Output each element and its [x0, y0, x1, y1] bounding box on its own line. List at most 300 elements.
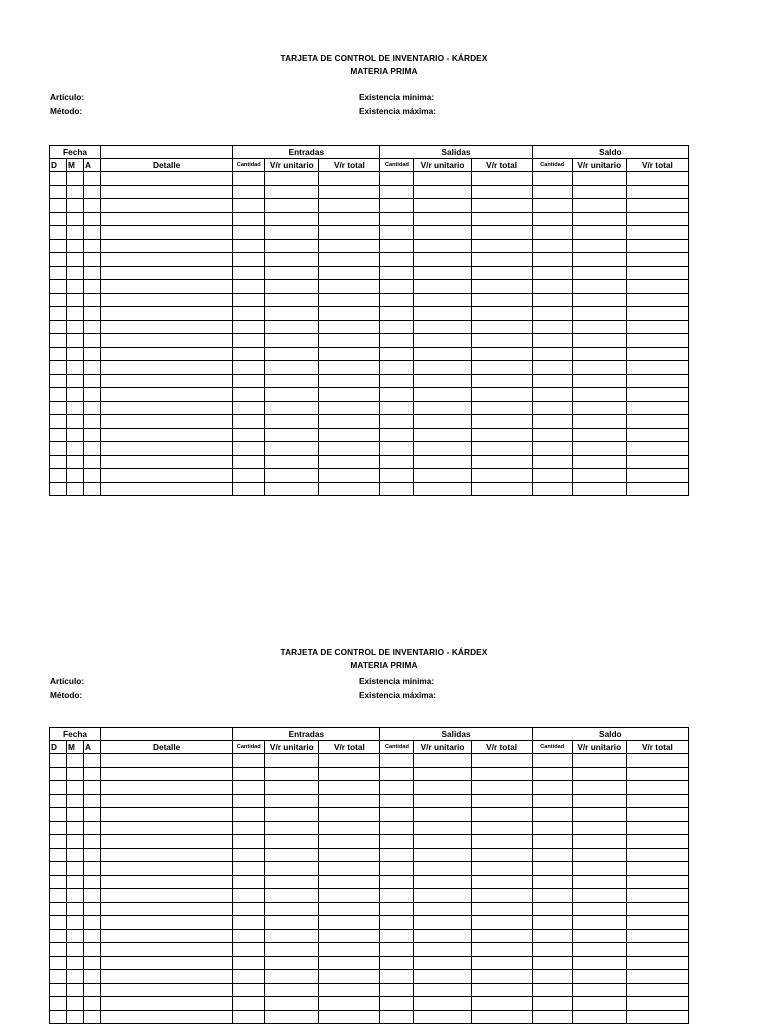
- table-cell[interactable]: [532, 415, 572, 429]
- table-cell[interactable]: [414, 929, 471, 943]
- table-cell[interactable]: [414, 199, 471, 213]
- table-cell[interactable]: [67, 334, 84, 348]
- table-cell[interactable]: [233, 388, 265, 402]
- table-cell[interactable]: [50, 848, 67, 862]
- table-cell[interactable]: [626, 889, 688, 903]
- table-cell[interactable]: [380, 943, 414, 957]
- table-cell[interactable]: [233, 199, 265, 213]
- table-cell[interactable]: [265, 320, 319, 334]
- table-cell[interactable]: [532, 374, 572, 388]
- table-cell[interactable]: [319, 280, 380, 294]
- table-cell[interactable]: [414, 172, 471, 186]
- table-cell[interactable]: [265, 970, 319, 984]
- table-cell[interactable]: [67, 767, 84, 781]
- table-cell[interactable]: [532, 401, 572, 415]
- table-cell[interactable]: [50, 808, 67, 822]
- table-cell[interactable]: [233, 307, 265, 321]
- table-cell[interactable]: [414, 334, 471, 348]
- table-cell[interactable]: [84, 388, 101, 402]
- table-cell[interactable]: [67, 997, 84, 1011]
- table-cell[interactable]: [319, 983, 380, 997]
- table-cell[interactable]: [626, 983, 688, 997]
- table-cell[interactable]: [265, 212, 319, 226]
- table-cell[interactable]: [67, 415, 84, 429]
- table-cell[interactable]: [84, 280, 101, 294]
- table-cell[interactable]: [380, 469, 414, 483]
- table-cell[interactable]: [50, 821, 67, 835]
- table-cell[interactable]: [414, 347, 471, 361]
- table-cell[interactable]: [265, 347, 319, 361]
- table-cell[interactable]: [265, 794, 319, 808]
- table-cell[interactable]: [101, 808, 233, 822]
- table-cell[interactable]: [380, 239, 414, 253]
- table-cell[interactable]: [532, 848, 572, 862]
- table-cell[interactable]: [84, 943, 101, 957]
- table-cell[interactable]: [414, 293, 471, 307]
- table-cell[interactable]: [50, 320, 67, 334]
- table-cell[interactable]: [265, 266, 319, 280]
- table-cell[interactable]: [67, 361, 84, 375]
- table-cell[interactable]: [532, 172, 572, 186]
- table-cell[interactable]: [50, 172, 67, 186]
- table-cell[interactable]: [84, 916, 101, 930]
- table-cell[interactable]: [67, 266, 84, 280]
- table-cell[interactable]: [50, 929, 67, 943]
- table-cell[interactable]: [84, 889, 101, 903]
- table-cell[interactable]: [626, 401, 688, 415]
- table-cell[interactable]: [50, 293, 67, 307]
- table-cell[interactable]: [572, 889, 626, 903]
- table-cell[interactable]: [532, 361, 572, 375]
- table-cell[interactable]: [265, 226, 319, 240]
- table-cell[interactable]: [532, 442, 572, 456]
- table-cell[interactable]: [67, 929, 84, 943]
- table-cell[interactable]: [626, 280, 688, 294]
- table-cell[interactable]: [84, 821, 101, 835]
- table-cell[interactable]: [471, 754, 532, 768]
- table-cell[interactable]: [626, 320, 688, 334]
- table-cell[interactable]: [67, 916, 84, 930]
- table-cell[interactable]: [319, 172, 380, 186]
- table-cell[interactable]: [572, 862, 626, 876]
- table-cell[interactable]: [414, 956, 471, 970]
- table-cell[interactable]: [626, 943, 688, 957]
- table-cell[interactable]: [471, 482, 532, 496]
- table-cell[interactable]: [626, 185, 688, 199]
- table-cell[interactable]: [319, 347, 380, 361]
- table-cell[interactable]: [233, 347, 265, 361]
- table-cell[interactable]: [84, 320, 101, 334]
- table-cell[interactable]: [233, 212, 265, 226]
- table-cell[interactable]: [101, 469, 233, 483]
- table-cell[interactable]: [319, 997, 380, 1011]
- table-cell[interactable]: [233, 835, 265, 849]
- table-cell[interactable]: [471, 916, 532, 930]
- table-cell[interactable]: [265, 808, 319, 822]
- table-cell[interactable]: [101, 781, 233, 795]
- table-cell[interactable]: [532, 754, 572, 768]
- table-cell[interactable]: [414, 482, 471, 496]
- table-cell[interactable]: [233, 293, 265, 307]
- table-cell[interactable]: [319, 808, 380, 822]
- table-cell[interactable]: [414, 307, 471, 321]
- table-cell[interactable]: [233, 455, 265, 469]
- table-cell[interactable]: [471, 970, 532, 984]
- table-cell[interactable]: [414, 794, 471, 808]
- table-cell[interactable]: [265, 199, 319, 213]
- table-cell[interactable]: [233, 754, 265, 768]
- table-cell[interactable]: [67, 983, 84, 997]
- table-cell[interactable]: [414, 401, 471, 415]
- table-cell[interactable]: [572, 253, 626, 267]
- table-cell[interactable]: [414, 848, 471, 862]
- table-cell[interactable]: [414, 997, 471, 1011]
- table-cell[interactable]: [50, 185, 67, 199]
- table-cell[interactable]: [532, 929, 572, 943]
- table-cell[interactable]: [414, 916, 471, 930]
- table-cell[interactable]: [233, 253, 265, 267]
- table-cell[interactable]: [532, 902, 572, 916]
- table-cell[interactable]: [319, 253, 380, 267]
- table-cell[interactable]: [414, 374, 471, 388]
- table-cell[interactable]: [380, 415, 414, 429]
- table-cell[interactable]: [626, 970, 688, 984]
- table-cell[interactable]: [265, 889, 319, 903]
- table-cell[interactable]: [532, 862, 572, 876]
- table-cell[interactable]: [471, 361, 532, 375]
- table-cell[interactable]: [50, 970, 67, 984]
- table-cell[interactable]: [380, 455, 414, 469]
- table-cell[interactable]: [626, 253, 688, 267]
- table-cell[interactable]: [101, 835, 233, 849]
- table-cell[interactable]: [233, 482, 265, 496]
- table-cell[interactable]: [471, 442, 532, 456]
- table-cell[interactable]: [101, 956, 233, 970]
- table-cell[interactable]: [84, 862, 101, 876]
- table-cell[interactable]: [265, 185, 319, 199]
- table-cell[interactable]: [626, 875, 688, 889]
- table-cell[interactable]: [471, 469, 532, 483]
- table-cell[interactable]: [471, 889, 532, 903]
- table-cell[interactable]: [532, 280, 572, 294]
- table-cell[interactable]: [233, 970, 265, 984]
- table-cell[interactable]: [50, 415, 67, 429]
- table-cell[interactable]: [67, 862, 84, 876]
- table-cell[interactable]: [414, 1010, 471, 1024]
- table-cell[interactable]: [101, 428, 233, 442]
- table-cell[interactable]: [626, 388, 688, 402]
- table-cell[interactable]: [319, 388, 380, 402]
- table-cell[interactable]: [50, 401, 67, 415]
- table-cell[interactable]: [572, 293, 626, 307]
- table-cell[interactable]: [572, 482, 626, 496]
- table-cell[interactable]: [233, 1010, 265, 1024]
- table-cell[interactable]: [84, 226, 101, 240]
- table-cell[interactable]: [84, 253, 101, 267]
- table-cell[interactable]: [471, 428, 532, 442]
- table-cell[interactable]: [380, 929, 414, 943]
- table-cell[interactable]: [84, 794, 101, 808]
- table-cell[interactable]: [626, 767, 688, 781]
- table-cell[interactable]: [380, 388, 414, 402]
- table-cell[interactable]: [471, 212, 532, 226]
- table-cell[interactable]: [380, 226, 414, 240]
- table-cell[interactable]: [67, 280, 84, 294]
- table-cell[interactable]: [532, 239, 572, 253]
- table-cell[interactable]: [572, 781, 626, 795]
- table-cell[interactable]: [471, 415, 532, 429]
- table-cell[interactable]: [319, 185, 380, 199]
- table-cell[interactable]: [319, 754, 380, 768]
- table-cell[interactable]: [532, 767, 572, 781]
- table-cell[interactable]: [233, 943, 265, 957]
- table-cell[interactable]: [67, 902, 84, 916]
- table-cell[interactable]: [572, 374, 626, 388]
- table-cell[interactable]: [67, 293, 84, 307]
- table-cell[interactable]: [233, 172, 265, 186]
- table-cell[interactable]: [84, 307, 101, 321]
- table-cell[interactable]: [265, 848, 319, 862]
- table-cell[interactable]: [572, 1010, 626, 1024]
- table-cell[interactable]: [532, 997, 572, 1011]
- table-cell[interactable]: [84, 835, 101, 849]
- table-cell[interactable]: [265, 767, 319, 781]
- table-cell[interactable]: [380, 848, 414, 862]
- table-cell[interactable]: [380, 754, 414, 768]
- table-cell[interactable]: [265, 415, 319, 429]
- table-cell[interactable]: [319, 199, 380, 213]
- table-cell[interactable]: [532, 388, 572, 402]
- table-cell[interactable]: [626, 212, 688, 226]
- table-cell[interactable]: [101, 388, 233, 402]
- table-cell[interactable]: [532, 943, 572, 957]
- table-cell[interactable]: [471, 997, 532, 1011]
- table-cell[interactable]: [84, 902, 101, 916]
- table-cell[interactable]: [50, 862, 67, 876]
- table-cell[interactable]: [532, 320, 572, 334]
- table-cell[interactable]: [319, 889, 380, 903]
- table-cell[interactable]: [67, 307, 84, 321]
- table-cell[interactable]: [626, 821, 688, 835]
- table-cell[interactable]: [67, 482, 84, 496]
- table-cell[interactable]: [233, 862, 265, 876]
- table-cell[interactable]: [67, 428, 84, 442]
- table-cell[interactable]: [50, 212, 67, 226]
- table-cell[interactable]: [626, 347, 688, 361]
- table-cell[interactable]: [84, 266, 101, 280]
- table-cell[interactable]: [84, 808, 101, 822]
- table-cell[interactable]: [414, 875, 471, 889]
- table-cell[interactable]: [414, 767, 471, 781]
- table-cell[interactable]: [319, 929, 380, 943]
- table-cell[interactable]: [572, 226, 626, 240]
- table-cell[interactable]: [319, 442, 380, 456]
- table-cell[interactable]: [265, 983, 319, 997]
- table-cell[interactable]: [471, 767, 532, 781]
- table-cell[interactable]: [471, 266, 532, 280]
- table-cell[interactable]: [265, 943, 319, 957]
- table-cell[interactable]: [414, 983, 471, 997]
- table-cell[interactable]: [50, 1010, 67, 1024]
- table-cell[interactable]: [572, 929, 626, 943]
- table-cell[interactable]: [265, 172, 319, 186]
- table-cell[interactable]: [626, 415, 688, 429]
- table-cell[interactable]: [84, 428, 101, 442]
- table-cell[interactable]: [101, 821, 233, 835]
- table-cell[interactable]: [414, 361, 471, 375]
- table-cell[interactable]: [84, 239, 101, 253]
- table-cell[interactable]: [471, 781, 532, 795]
- table-cell[interactable]: [233, 428, 265, 442]
- table-cell[interactable]: [572, 388, 626, 402]
- table-cell[interactable]: [50, 455, 67, 469]
- table-cell[interactable]: [380, 199, 414, 213]
- table-cell[interactable]: [471, 253, 532, 267]
- table-cell[interactable]: [233, 374, 265, 388]
- table-cell[interactable]: [532, 212, 572, 226]
- table-cell[interactable]: [319, 781, 380, 795]
- table-cell[interactable]: [233, 266, 265, 280]
- table-cell[interactable]: [572, 983, 626, 997]
- table-cell[interactable]: [532, 889, 572, 903]
- table-cell[interactable]: [380, 808, 414, 822]
- table-cell[interactable]: [67, 374, 84, 388]
- table-cell[interactable]: [414, 226, 471, 240]
- table-cell[interactable]: [84, 442, 101, 456]
- table-cell[interactable]: [380, 266, 414, 280]
- table-cell[interactable]: [471, 320, 532, 334]
- table-cell[interactable]: [50, 280, 67, 294]
- table-cell[interactable]: [84, 875, 101, 889]
- table-cell[interactable]: [532, 482, 572, 496]
- table-cell[interactable]: [101, 970, 233, 984]
- table-cell[interactable]: [380, 172, 414, 186]
- table-cell[interactable]: [414, 808, 471, 822]
- table-cell[interactable]: [84, 347, 101, 361]
- table-cell[interactable]: [380, 482, 414, 496]
- table-cell[interactable]: [380, 821, 414, 835]
- table-cell[interactable]: [233, 808, 265, 822]
- table-cell[interactable]: [50, 875, 67, 889]
- table-cell[interactable]: [50, 428, 67, 442]
- table-cell[interactable]: [319, 794, 380, 808]
- table-cell[interactable]: [626, 334, 688, 348]
- table-cell[interactable]: [471, 821, 532, 835]
- table-cell[interactable]: [319, 875, 380, 889]
- table-cell[interactable]: [572, 185, 626, 199]
- table-cell[interactable]: [380, 185, 414, 199]
- table-cell[interactable]: [532, 293, 572, 307]
- table-cell[interactable]: [626, 455, 688, 469]
- table-cell[interactable]: [84, 185, 101, 199]
- table-cell[interactable]: [101, 334, 233, 348]
- table-cell[interactable]: [414, 469, 471, 483]
- table-cell[interactable]: [380, 334, 414, 348]
- table-cell[interactable]: [414, 943, 471, 957]
- table-cell[interactable]: [414, 428, 471, 442]
- table-cell[interactable]: [471, 943, 532, 957]
- table-cell[interactable]: [626, 361, 688, 375]
- table-cell[interactable]: [67, 199, 84, 213]
- table-cell[interactable]: [67, 347, 84, 361]
- table-cell[interactable]: [319, 862, 380, 876]
- table-cell[interactable]: [532, 970, 572, 984]
- table-cell[interactable]: [50, 253, 67, 267]
- table-cell[interactable]: [101, 848, 233, 862]
- table-cell[interactable]: [319, 956, 380, 970]
- table-cell[interactable]: [572, 848, 626, 862]
- table-cell[interactable]: [319, 239, 380, 253]
- table-cell[interactable]: [265, 862, 319, 876]
- table-cell[interactable]: [101, 943, 233, 957]
- table-cell[interactable]: [265, 293, 319, 307]
- table-cell[interactable]: [532, 428, 572, 442]
- table-cell[interactable]: [233, 469, 265, 483]
- table-cell[interactable]: [101, 266, 233, 280]
- table-cell[interactable]: [50, 469, 67, 483]
- table-cell[interactable]: [414, 239, 471, 253]
- table-cell[interactable]: [67, 320, 84, 334]
- table-cell[interactable]: [50, 767, 67, 781]
- table-cell[interactable]: [626, 482, 688, 496]
- table-cell[interactable]: [67, 239, 84, 253]
- table-cell[interactable]: [471, 199, 532, 213]
- table-cell[interactable]: [532, 821, 572, 835]
- table-cell[interactable]: [101, 862, 233, 876]
- table-cell[interactable]: [532, 781, 572, 795]
- table-cell[interactable]: [67, 1010, 84, 1024]
- table-cell[interactable]: [265, 929, 319, 943]
- table-cell[interactable]: [414, 889, 471, 903]
- table-cell[interactable]: [319, 374, 380, 388]
- table-cell[interactable]: [380, 862, 414, 876]
- table-cell[interactable]: [50, 307, 67, 321]
- table-cell[interactable]: [380, 361, 414, 375]
- table-cell[interactable]: [319, 943, 380, 957]
- table-cell[interactable]: [319, 293, 380, 307]
- table-cell[interactable]: [319, 428, 380, 442]
- table-cell[interactable]: [532, 307, 572, 321]
- table-cell[interactable]: [380, 212, 414, 226]
- table-cell[interactable]: [101, 253, 233, 267]
- table-cell[interactable]: [50, 442, 67, 456]
- table-cell[interactable]: [265, 455, 319, 469]
- table-cell[interactable]: [84, 172, 101, 186]
- table-cell[interactable]: [572, 455, 626, 469]
- table-cell[interactable]: [101, 307, 233, 321]
- table-cell[interactable]: [572, 361, 626, 375]
- table-cell[interactable]: [572, 875, 626, 889]
- table-cell[interactable]: [471, 848, 532, 862]
- table-cell[interactable]: [101, 929, 233, 943]
- table-cell[interactable]: [626, 226, 688, 240]
- table-cell[interactable]: [50, 239, 67, 253]
- table-cell[interactable]: [471, 307, 532, 321]
- table-cell[interactable]: [471, 280, 532, 294]
- table-cell[interactable]: [50, 983, 67, 997]
- table-cell[interactable]: [101, 239, 233, 253]
- table-cell[interactable]: [50, 374, 67, 388]
- table-cell[interactable]: [84, 997, 101, 1011]
- table-cell[interactable]: [84, 469, 101, 483]
- table-cell[interactable]: [626, 239, 688, 253]
- table-cell[interactable]: [414, 781, 471, 795]
- table-cell[interactable]: [101, 889, 233, 903]
- table-cell[interactable]: [572, 280, 626, 294]
- table-cell[interactable]: [84, 956, 101, 970]
- table-cell[interactable]: [626, 428, 688, 442]
- table-cell[interactable]: [319, 835, 380, 849]
